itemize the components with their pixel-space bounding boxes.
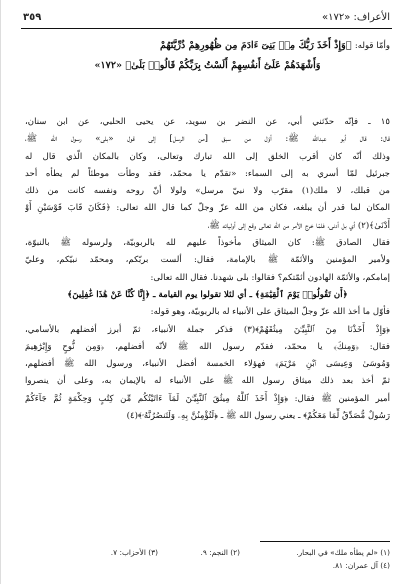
body-line: فقال: ﴿وَمِنكَ﴾ يا محمّد، فقدّم رسول الله ﷺ لأنّه أفضلهم، ﴿وَمِن نُّوحٍ وَإِبْرَٰهِيمَ (25, 341, 390, 352)
body-line: من قبلك، لا ملك(١) مقرّب ولا نبيّ مرسل» ولولا أنّ روحه ونفسه كانت من ذلك (25, 186, 390, 197)
body-line: جبرئيل لمّا أسري به إلى السماء: «تقدّم يا محمّد، فقد وطأت موطئاً لم يطأه أحد (25, 168, 390, 179)
footnote-4: (٤) آل عمران: ٨١. (332, 561, 390, 570)
body-line: وذلك أنّه كان أقرب الخلق إلى الله تبارك وتعالى، وكان بالمكان الّذي قال له (25, 151, 390, 162)
body-line: فقال الصادق ﷺ: كان الميثاق مأخوذاً عليهم لله بالربوبيّة، ولرسوله ﷺ بالنبوّة، (25, 238, 390, 249)
verse-block (25, 36, 390, 75)
verse-line-1 (25, 36, 390, 56)
running-header (23, 10, 390, 26)
body-line: فأوّل ما أخذ الله عزّ وجلّ الميثاق على الأنبياء له بالربوبيّة، وهو قوله: (150, 307, 390, 318)
body-line: أَدْنَىٰ﴾(٢) أي بل أدنى، فلمّا خرج الأمر من الله تعالى وقع إلى أوليائه ﷺ، (207, 220, 390, 231)
footnote-divider (260, 541, 390, 542)
commentary-body (25, 114, 390, 425)
footnote-row (25, 546, 390, 559)
footnote-3: (٣) الأحزاب: ٧. (110, 548, 158, 557)
footnotes (25, 546, 390, 572)
footnote-row (25, 559, 390, 572)
page-number: ٣٥٩ (23, 12, 42, 23)
footnote-1: (١) «لم يطأه ملك» في البحار. (296, 548, 390, 557)
body-line: وَمُوسَىٰ وَعِيسَى ٱبْنِ مَرْيَمَ﴾ فهؤلاء الخمسة أفضل الأنبياء، ورسول الله ﷺ أفضلهم، (25, 359, 390, 370)
chapter-title: الأعراف: «١٧٢» (321, 12, 390, 23)
body-line: إمامكم، والأئمّة الهادون أئمّتكم؟ فقالوا: بلى شهدنا. فقال الله تعالى: (150, 272, 390, 283)
body-line: رَسُولٌ مُّصَدِّقٌ لِّمَا مَعَكُمْ﴾ ـ يعني رسول الله ﷺ ـ ﴿لَتُؤْمِنُنَّ بِهِۦ وَلَتَنصُرُنَّهُۥ﴾(٤) (126, 411, 390, 422)
header-divider (21, 28, 392, 29)
footnote-2: (٢) النجم: ٩. (200, 548, 240, 557)
verse-text-1: ﴿وَإِذْ أَخَذَ رَبُّكَ مِنۢ بَنِىٓ ءَادَمَ مِن ظُهُورِهِمْ ذُرِّيَّتَهُمْ (160, 40, 352, 51)
quran-quote-line: ﴿أَن تَقُولُوا۟ يَوْمَ ٱلْقِيَٰمَةِ﴾ ـ أي لئلا تقولوا يوم القيامة ـ ﴿إِنَّا كُنَّا عَنْ هَٰذَا غَٰفِلِينَ﴾ (67, 289, 348, 300)
body-line: ثمّ أخذ بعد ذلك ميثاق رسول الله ﷺ على الأنبياء له بالإيمان به، وعلى أن ينصروا (25, 376, 390, 387)
body-line: ﴿وَإِذْ أَخَذْنَا مِنَ ٱلنَّبِيِّـۧنَ مِيثَٰقَهُمْ﴾(٣) فذكر جملة الأنبياء، ثمّ أبرز أفضلهم بالأسامي، (25, 324, 390, 335)
body-line: قال: قال أبو عبدالله ﷺ: أوّل من سبق [من الرسل] إلى قول «بلى» رسول الله ﷺ، (25, 134, 390, 145)
verse-line-2: وَأَشْهَدَهُمْ عَلَىٰٓ أَنفُسِهِمْ أَلَسْتُ بِرَبِّكُمْ قَالُوا۟ بَلَىٰ﴾ «١٧٢» (94, 60, 321, 71)
body-line: ١٥ ـ فإنّه حدّثني أبي، عن النضر بن سويد، عن يحيى الحلبي، عن ابن سنان، (25, 117, 390, 127)
body-line: المكان لما قدر أن يبلغه، فكان من الله عزّ وجلّ كما قال الله تعالى: ﴿فَكَانَ قَابَ قَوْسَيْنِ أَوْ (25, 203, 390, 214)
body-line: أمير المؤمنين ﷺ فقال: ﴿وَإِذْ أَخَذَ ٱللَّهُ مِيثَٰقَ ٱلنَّبِيِّـۧنَ لَمَآ ءَاتَيْتُكُم مِّن كِتَٰبٍ وَحِكْمَةٍ ثُمَّ جَآءَكُمْ (25, 393, 390, 404)
body-line: ولأمير المؤمنين والأئمّة ﷺ بالإمامة، فقال: ألست بربّكم، ومحمّد نبيّكم، وعليّ (25, 255, 390, 266)
verse-lead: وأمّا قوله: (354, 41, 390, 51)
